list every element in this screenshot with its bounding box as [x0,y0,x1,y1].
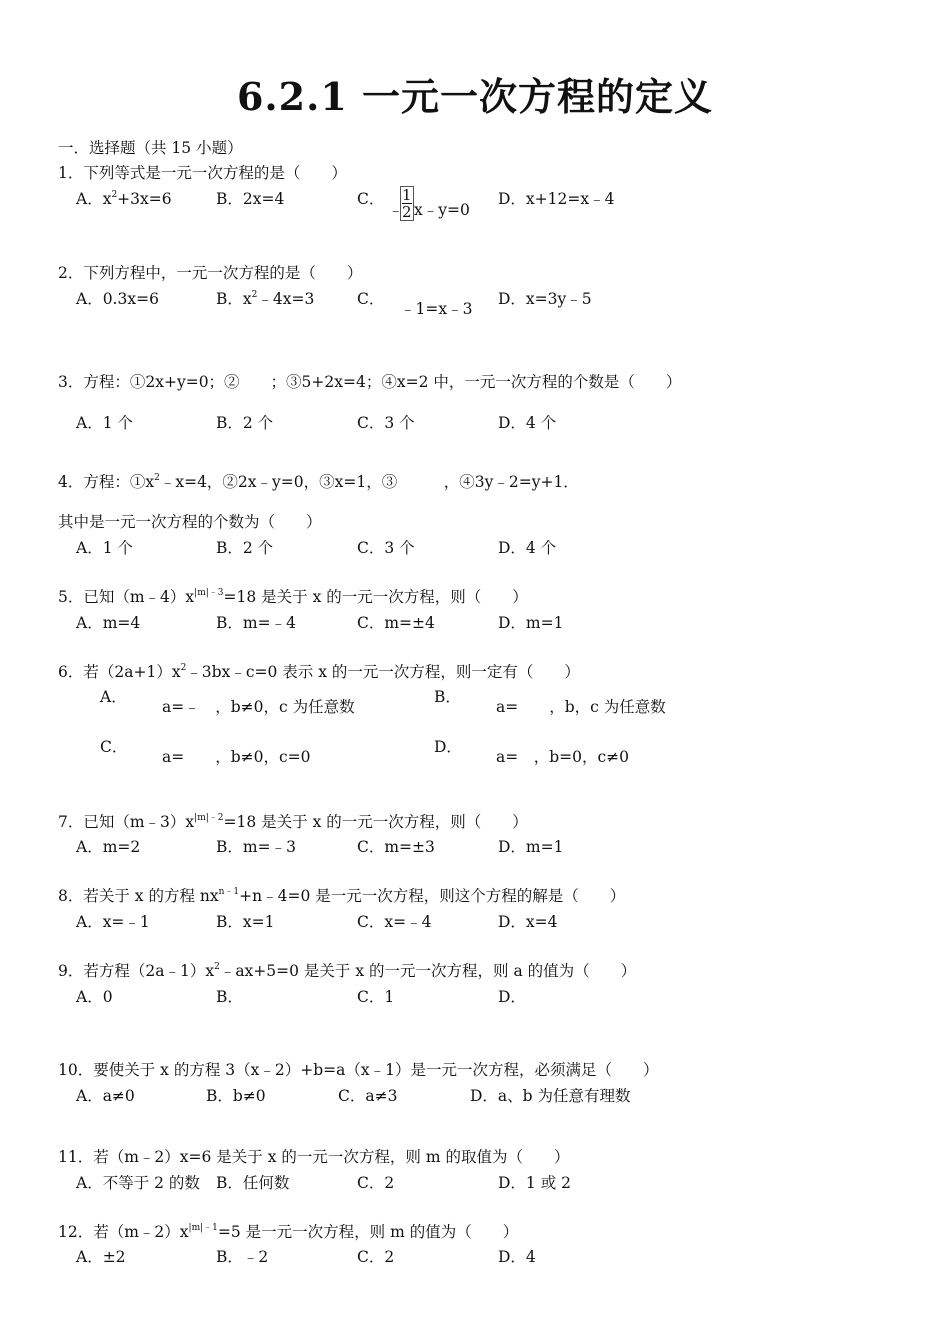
section-heading: 一．选择题（共 15 小题） [58,139,243,157]
q2-option-d: D．x=3y﹣5 [498,290,592,308]
q6-option-b-text: a= ，b，c 为任意数 [496,698,666,716]
q11-option-b: B．任何数 [216,1174,290,1192]
question-3-stem: 3．方程：①2x+y=0；② ；③5+2x=4；④x=2 中，一元一次方程的个数是（ ） [58,373,682,391]
q6-option-d: D． [434,738,462,756]
q10-option-c: C．a≠3 [338,1087,398,1105]
q3-option-d: D．4 个 [498,414,557,432]
q2-option-b: B．$x^2﹣4x=3$ [216,290,315,308]
q10-option-b: B．b≠0 [206,1087,266,1105]
page-title: 6.2.1 一元一次方程的定义 [236,74,713,119]
question-1-stem: 1．下列等式是一元一次方程的是（ ） [58,164,347,182]
q3-option-a: A．1 个 [76,414,133,432]
q1-fraction-denominator: 2 [402,203,412,221]
q11-option-c: C．2 [357,1174,395,1192]
q10-option-a: A．a≠0 [76,1087,135,1105]
question-8-stem: 8．若关于 x 的方程 $nx^{n﹣1}+n﹣4=0$ 是一元一次方程，则这个方程的解是（ ） [58,887,626,905]
question-9-stem: 9．若方程$(2a﹣1)x^2﹣ax+5=0$ 是关于 x 的一元一次方程，则 a 的值为（ ） [58,962,637,980]
question-2-stem: 2．下列方程中，一元一次方程的是（ ） [58,264,363,282]
q12-option-c: C．2 [357,1248,395,1266]
q2-option-a: A．0.3x=6 [76,290,159,308]
q4-option-c: C．3 个 [357,539,415,557]
q11-option-a: A．不等于 2 的数 [76,1174,200,1192]
q6-option-c-text: a= ，b≠0，c=0 [162,748,311,766]
q5-option-d: D．m=1 [498,614,564,632]
q4-option-d: D．4 个 [498,539,557,557]
q7-option-b: B．m=﹣3 [216,838,296,856]
q9-option-c: C．1 [357,988,395,1006]
question-6-stem: 6．若$(2a+1)x^2﹣3bx﹣c=0$ 表示 x 的一元一次方程，则一定有（ ） [58,663,580,681]
q6-option-c: C． [100,738,128,756]
q6-option-b: B． [434,688,461,706]
q7-option-d: D．m=1 [498,838,564,856]
q1-option-c-prefix: ﹣ [388,201,404,219]
q3-option-b: B．2 个 [216,414,274,432]
q4-option-a: A．1 个 [76,539,133,557]
q6-option-a: A． [100,688,127,706]
q11-option-d: D．1 或 2 [498,1174,572,1192]
q1-option-a: A．$x^2+3x=6$ [76,190,172,208]
q12-option-a: A．±2 [76,1248,126,1266]
question-7-stem: 7．已知$(m﹣3)x^{|m|﹣2}=18$ 是关于 x 的一元一次方程，则（ ） [58,813,528,831]
q9-option-a: A．0 [76,988,113,1006]
q1-option-b: B．2x=4 [216,190,285,208]
q8-option-a: A．x=﹣1 [76,913,150,931]
question-11-stem: 11．若（m﹣2）x=6 是关于 x 的一元一次方程，则 m 的取值为（ ） [58,1148,570,1166]
q8-option-c: C．x=﹣4 [357,913,432,931]
q7-option-a: A．m=2 [76,838,141,856]
q1-fraction-numerator: 1 [402,186,412,204]
q1-option-c: C． [357,190,385,208]
question-4-stem: 4．方程：$①x^2﹣x=4$，②2x﹣y=0，③x=1，③ ，④3y﹣2=y+1． [58,473,579,491]
q6-option-a-text: a=﹣ ，b≠0，c 为任意数 [162,698,355,716]
q7-option-c: C．m=±3 [357,838,435,856]
q12-option-b: B．﹣2 [216,1248,269,1266]
question-4-stem-2: 其中是一元一次方程的个数为（ ） [58,513,322,531]
q12-option-d: D．4 [498,1248,536,1266]
q9-option-b: B． [216,988,243,1006]
q5-option-c: C．m=±4 [357,614,435,632]
q8-option-b: B．x=1 [216,913,275,931]
q8-option-d: D．x=4 [498,913,558,931]
q1-option-d: D．x+12=x﹣4 [498,190,615,208]
q4-option-b: B．2 个 [216,539,274,557]
q5-option-b: B．m=﹣4 [216,614,296,632]
q2-option-c: C． [357,290,385,308]
q2-option-c-text: ﹣1=x﹣3 [400,300,473,318]
q3-option-c: C．3 个 [357,414,415,432]
q6-option-d-text: a= ，b=0，c≠0 [496,748,630,766]
q10-option-d: D．a、b 为任意有理数 [470,1087,631,1105]
q1-option-c-suffix: x﹣y=0 [414,201,470,219]
question-10-stem: 10．要使关于 x 的方程 3（x﹣2）+b=a（x﹣1）是一元一次方程，必须满足（ ） [58,1061,659,1079]
question-5-stem: 5．已知$(m﹣4)x^{|m|﹣3}=18$ 是关于 x 的一元一次方程，则（ ） [58,588,528,606]
q1-fraction [400,186,414,221]
question-12-stem: 12．若$(m﹣2)x^{|m|﹣1}=5$ 是一元一次方程，则 m 的值为（ ） [58,1223,519,1241]
q9-option-d: D． [498,988,526,1006]
q5-option-a: A．m=4 [76,614,141,632]
